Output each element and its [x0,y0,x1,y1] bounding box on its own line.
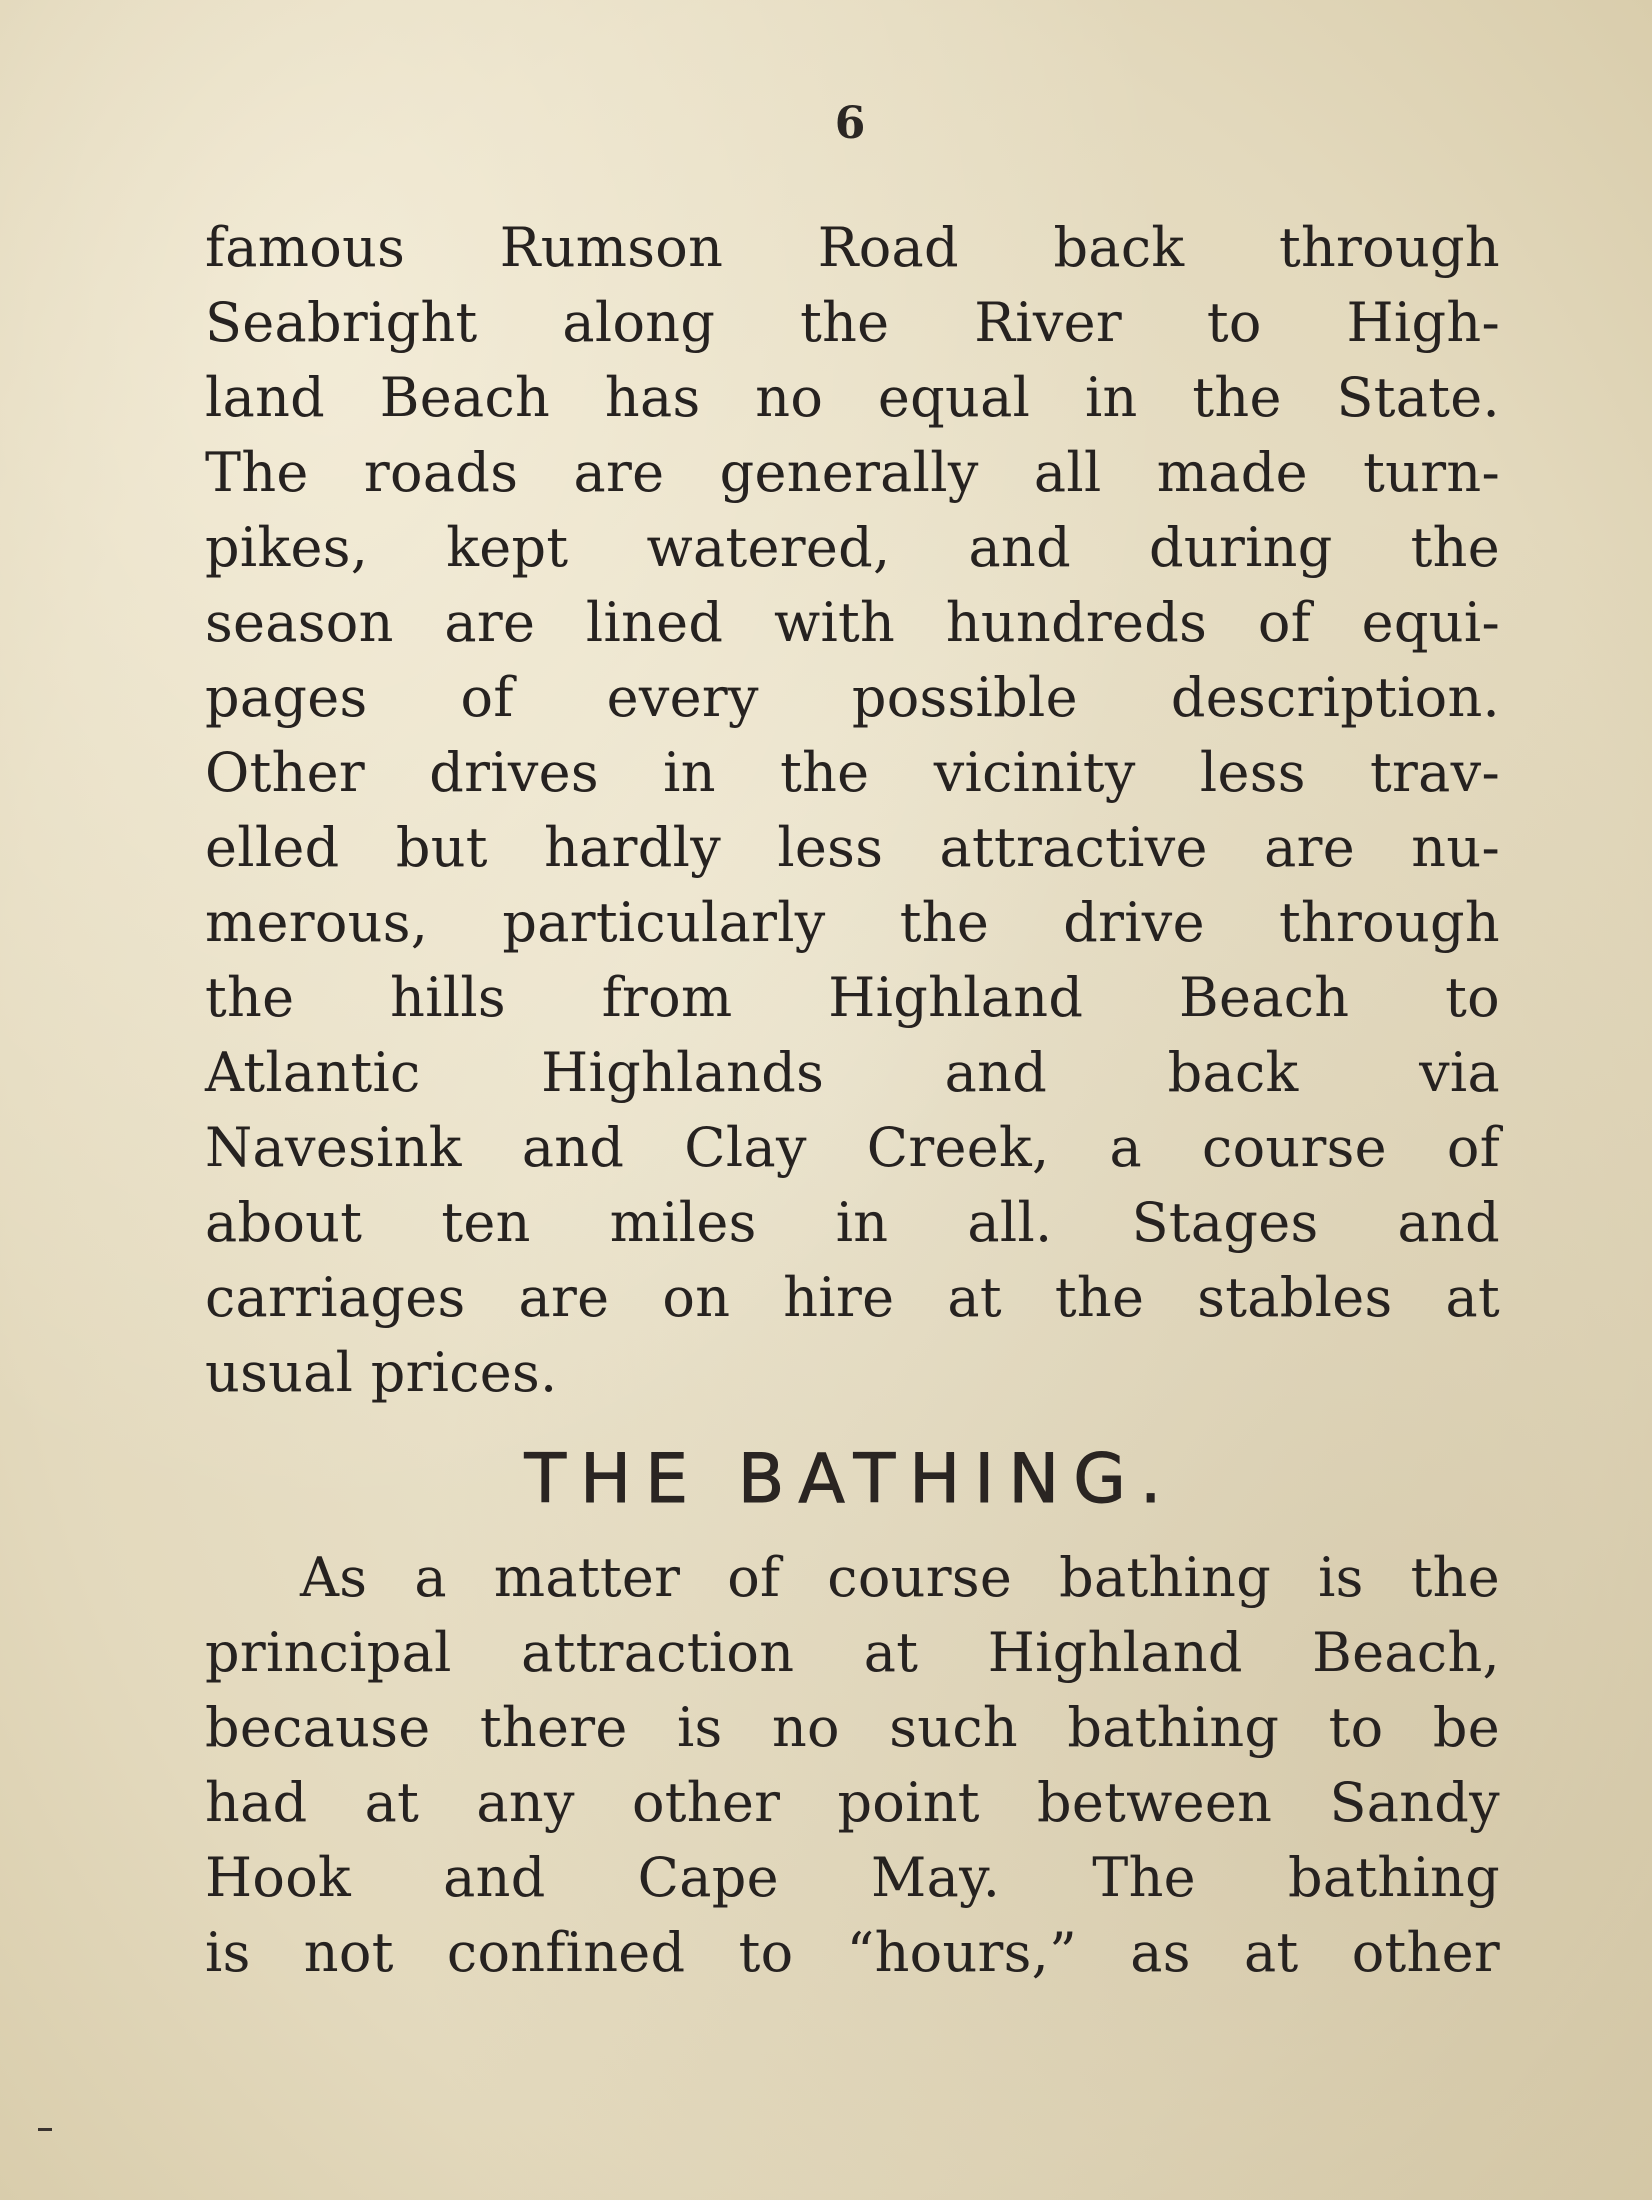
text-line: pikes, kept watered, and during the [205,516,1500,579]
page-number: 6 [834,98,866,149]
text-line: land Beach has no equal in the State. [205,366,1500,429]
text-line: Navesink and Clay Creek, a course of [205,1116,1500,1179]
paragraph-drives [205,210,1500,1410]
text-line: principal attraction at Highland Beach, [205,1621,1500,1684]
text-line: season are lined with hundreds of equi- [205,591,1500,654]
text-line: merous, particularly the drive through [205,891,1500,954]
margin-mark [38,2128,52,2131]
text-line: elled but hardly less attractive are nu- [205,816,1500,879]
text-line: carriages are on hire at the stables at [205,1266,1500,1329]
text-line: famous Rumson Road back through [205,216,1500,279]
text-line: Other drives in the vicinity less trav- [205,741,1500,804]
paragraph-bathing [205,1540,1500,1990]
section-heading: THE BATHING. [524,1440,1176,1519]
text-line: Hook and Cape May. The bathing [205,1846,1500,1909]
text-line: usual prices. [205,1341,558,1404]
text-line: had at any other point between Sandy [205,1771,1500,1834]
text-line: about ten miles in all. Stages and [205,1191,1500,1254]
text-line: the hills from Highland Beach to [205,966,1500,1029]
text-line: Atlantic Highlands and back via [205,1041,1500,1104]
text-line: As a matter of course bathing is the [300,1546,1500,1609]
text-line: The roads are generally all made turn- [205,441,1500,504]
text-line: is not confined to “hours,” as at other [205,1921,1500,1984]
text-line: pages of every possible description. [205,666,1500,729]
text-line: Seabright along the River to High- [205,291,1500,354]
text-line: because there is no such bathing to be [205,1696,1500,1759]
